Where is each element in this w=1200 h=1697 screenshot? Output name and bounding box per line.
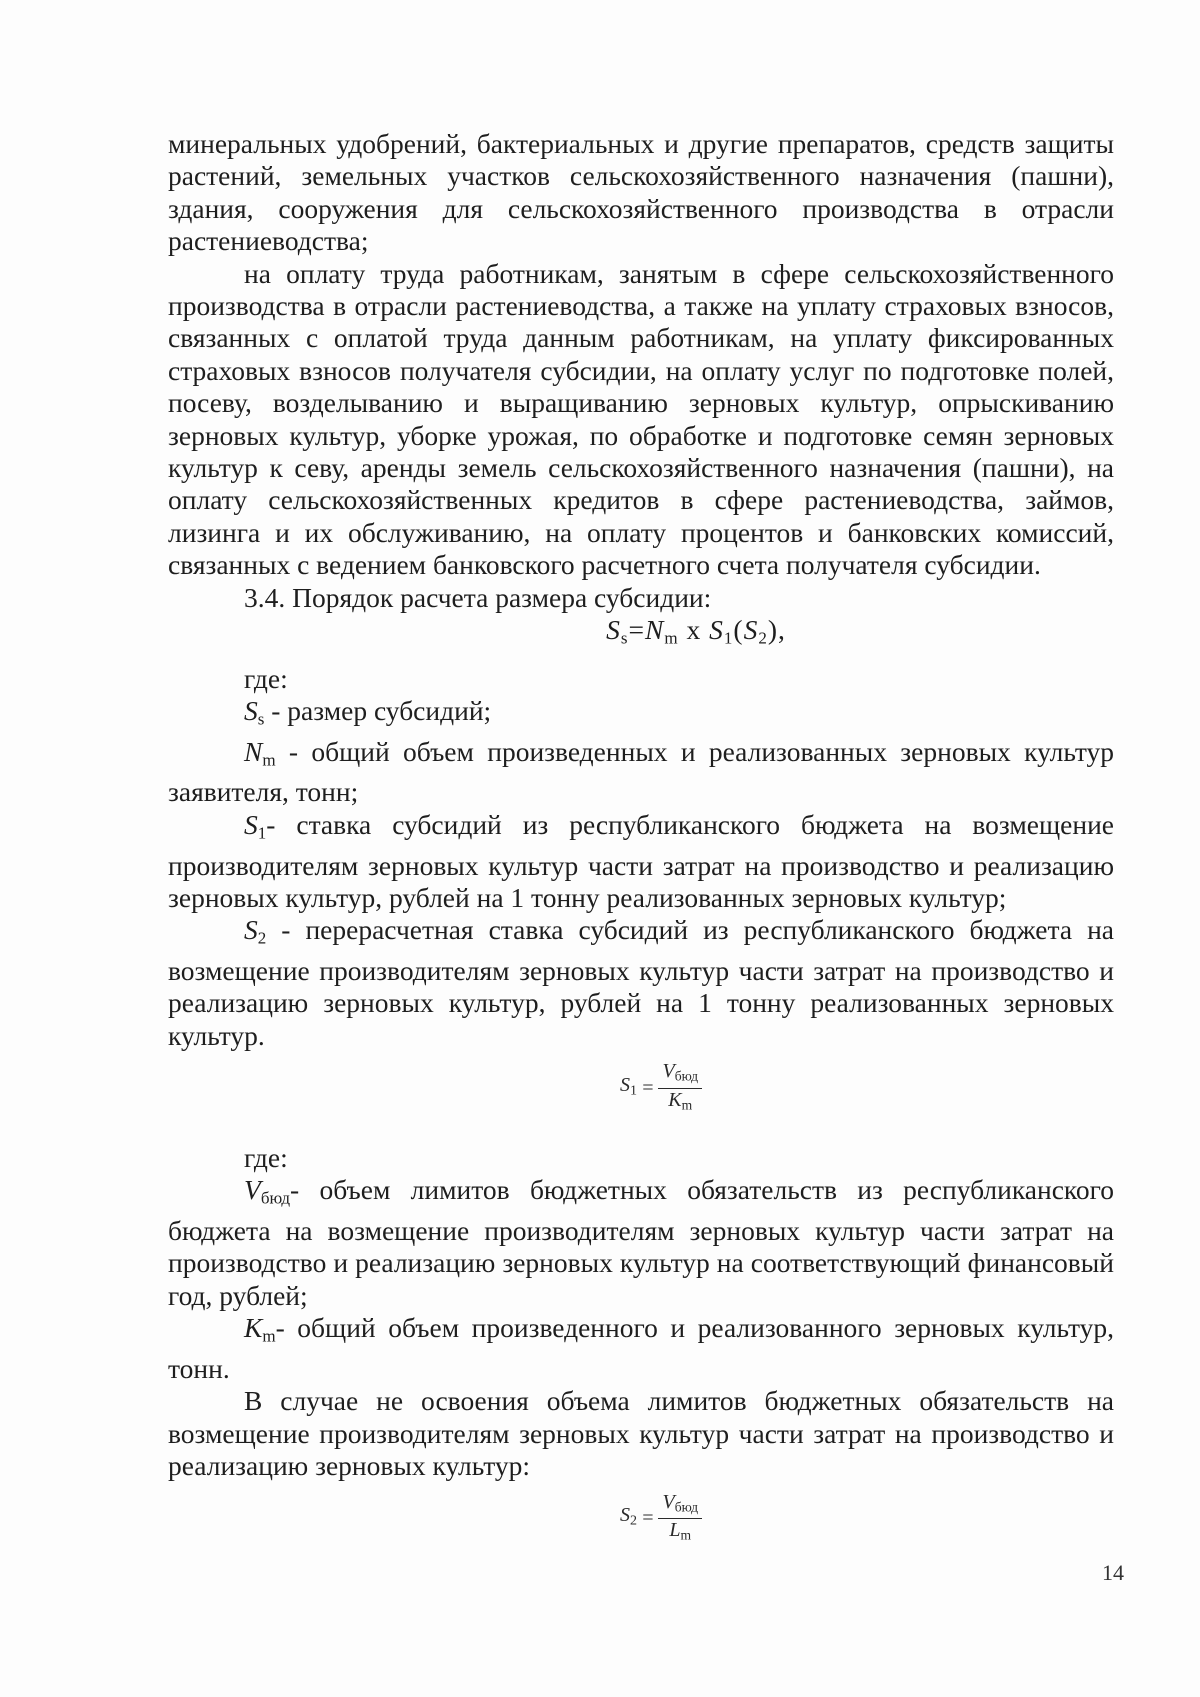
formula-s1-fraction [168,1060,1114,1116]
paragraph-fertilizers: минеральных удобрений, бактериальных и другие препаратов, средств защиты растений, земельных участков сельскохозяйственного назначения (пашни), здания, сооружения для сельскохозяйственного производства в отрасли растениеводства; [168,128,1114,257]
formula-symbol-n: N [645,614,665,646]
formula-sub-1: 1 [723,628,734,648]
formula-s2-eq: = [640,1507,655,1530]
spacer [168,1052,1114,1060]
text-column [168,128,1114,1546]
page-number: 14 [1102,1560,1124,1585]
spacer [168,1483,1114,1491]
formula-subsidy-size [168,614,1114,655]
formula-s2-numerator: $V_{бюд}$ [662,1490,699,1514]
definition-nm: $N_m$ - общий объем произведенных и реализованных зерновых культур заявителя, тонн; [168,735,1114,808]
definition-s1: $S_1-$ ставка субсидий из республиканского бюджета на возмещение производителям зерновых культур части затрат на производство и реализацию зерновых культур, рублей на 1 тонну реализованных зерновых культур; [168,808,1114,913]
formula-sub-s: s [620,628,629,648]
spacer [168,1116,1114,1142]
formula-paren-close: ), [767,614,786,646]
definition-k-m: $K_m-$ общий объем произведенного и реализованного зерновых культур, тонн. [168,1312,1114,1384]
formula-s2-frac [658,1491,702,1547]
definition-s2: $S_2$ - перерасчетная ставка субсидий из республиканского бюджета на возмещение производителям зерновых культур части затрат на производство и реализацию зерновых культур, рублей на 1 тонну реализованных зерновых культур. [168,914,1114,1051]
section-heading-3-4: 3.4. Порядок расчета размера субсидии: [244,581,712,613]
formula-symbol-s1: S [709,614,724,646]
formula-s1-eq: = [640,1076,655,1099]
formula-symbol-s: S [606,614,621,646]
definition-ss: $S_s$ - размер субсидий; [244,695,492,729]
formula-symbol-s2: S [743,614,759,646]
formula-sub-2: 2 [758,628,768,648]
paragraph-labor-payment: на оплату труда работникам, занятым в сфере сельскохозяйственного производства в отрасли растениеводства, а также на уплату страховых взносов, связанных с оплатой труда данным работникам, на уплату фиксированных страховых взносов получателя субсидии, на оплату услуг по подготовке полей, посеву, возделыванию и выращиванию зерновых культур, опрыскиванию зерновых культур, уборке урожая, по обработке и подготовке семян зерновых культур к севу, аренды земель сельскохозяйственного назначения (пашни), на оплату сельскохозяйственных кредитов в сфере растениеводства, займов, лизинга и их обслуживанию, на оплату процентов и банковских комиссий, связанных с ведением банковского расчетного счета получателя субсидии. [168,257,1114,581]
where-label: где: [244,662,288,694]
formula-s1-numerator: $V_{бюд}$ [662,1060,699,1084]
formula-sub-m: m [664,628,679,648]
formula-s2-fraction [168,1491,1114,1547]
formula-s1-frac [658,1060,702,1116]
paragraph-not-used-limits: В случае не освоения объема лимитов бюджетных обязательств на возмещение производителям зерновых культур части затрат на производство и реализацию зерновых культур: [168,1385,1114,1482]
formula-s2-lhs: $S_2$ [619,1504,637,1529]
definition-v-budget: $V_{бюд}-$ объем лимитов бюджетных обязательств из республиканского бюджета на возмещение производителям зерновых культур части затрат на производство и реализацию зерновых культур на соответствующий финансовый год, рублей; [168,1174,1114,1311]
formula-s1-denominator: $K_m$ [668,1088,693,1112]
spacer [168,655,1114,663]
formula-paren-open: ( [733,614,744,646]
formula-times: x [678,614,710,646]
formula-s2-denominator: $L_m$ [669,1518,692,1543]
formula-s1-lhs: $S_1$ [619,1073,637,1099]
formula-eq: = [628,614,646,646]
where-label-2: где: [244,1142,288,1173]
